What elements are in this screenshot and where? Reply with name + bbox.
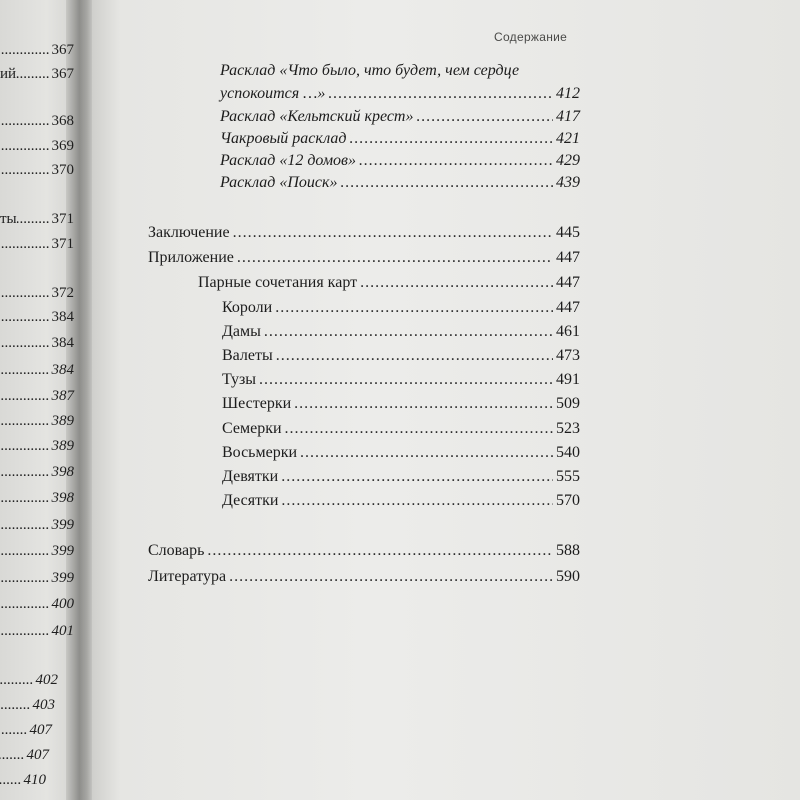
dot-leader	[349, 129, 553, 149]
dot-leader	[207, 541, 553, 561]
toc-page-number: 509	[556, 395, 580, 412]
toc-page-number: 402	[35, 672, 58, 688]
previous-page-toc-row	[0, 138, 74, 155]
toc-page-number: 447	[556, 249, 580, 266]
dot-leader	[416, 107, 553, 127]
previous-page-toc-row	[0, 438, 74, 455]
toc-page-number: 439	[556, 174, 580, 191]
dot-leader	[0, 517, 50, 534]
dot-leader	[0, 490, 50, 507]
toc-page-number: 387	[51, 388, 74, 404]
toc-page-number: 367	[51, 42, 74, 58]
toc-entry-title: Заключение	[148, 224, 230, 241]
dot-leader	[0, 335, 50, 352]
toc-entry	[148, 223, 580, 243]
toc-card-entry	[222, 443, 580, 463]
toc-page-number: 410	[23, 772, 46, 788]
dot-leader	[275, 298, 553, 318]
running-head: Содержание	[494, 30, 568, 44]
previous-page-toc-row	[0, 772, 46, 789]
toc-page-number: 401	[51, 623, 74, 639]
dot-leader	[0, 236, 50, 253]
toc-page-number: 368	[51, 113, 74, 129]
toc-entry-title: успокоится …»	[220, 85, 326, 102]
toc-page-number: 367	[51, 66, 74, 82]
dot-leader	[0, 747, 25, 764]
dot-leader	[0, 672, 34, 689]
dot-leader	[0, 113, 50, 130]
previous-page-toc-row	[0, 362, 74, 379]
toc-page-number: 447	[556, 274, 580, 291]
dot-leader	[237, 248, 553, 268]
dot-leader	[0, 362, 50, 379]
dot-leader	[233, 223, 553, 243]
dot-leader	[359, 151, 553, 171]
toc-page-number: 588	[556, 542, 580, 559]
toc-page-number: 384	[51, 335, 74, 351]
dot-leader	[281, 467, 553, 487]
previous-page-toc-row	[0, 113, 74, 130]
previous-page-toc-row	[0, 66, 74, 83]
toc-page-number: 389	[51, 413, 74, 429]
toc-entry-title: Литература	[148, 568, 227, 585]
toc-page-number: 555	[556, 468, 580, 485]
toc-page-number: 429	[556, 152, 580, 169]
toc-page-number: 461	[556, 323, 580, 340]
toc-page-number: 399	[51, 570, 74, 586]
dot-leader	[17, 211, 50, 228]
toc-page-number: 473	[556, 347, 580, 364]
dot-leader	[0, 388, 50, 405]
previous-page-toc-row	[0, 388, 74, 405]
previous-page-toc-row	[0, 570, 74, 587]
toc-page-number: 400	[51, 596, 74, 612]
dot-leader	[360, 273, 553, 293]
toc-entry	[148, 541, 580, 561]
dot-leader	[264, 322, 553, 342]
previous-page-toc-row	[0, 697, 55, 714]
previous-page-toc-row	[0, 747, 49, 764]
dot-leader	[0, 413, 50, 430]
previous-page-toc-row	[0, 490, 74, 507]
previous-page-toc-row	[0, 517, 74, 534]
dot-leader	[0, 138, 50, 155]
toc-page-number: 407	[26, 747, 49, 763]
toc-page-number: 398	[51, 490, 74, 506]
dot-leader	[259, 370, 553, 390]
toc-entry-italic	[220, 173, 580, 193]
toc-subentry	[198, 273, 580, 293]
previous-page-toc-row	[0, 413, 74, 430]
dot-leader	[340, 173, 553, 193]
toc-page-number: 407	[29, 722, 52, 738]
toc-page-number: 421	[556, 130, 580, 147]
toc-entry-italic	[220, 84, 580, 104]
toc-card-entry	[222, 346, 580, 366]
toc-page-number: 403	[32, 697, 55, 713]
previous-page-toc-row	[0, 722, 52, 739]
toc-card-entry	[222, 370, 580, 390]
previous-page-toc-row	[0, 623, 74, 640]
toc-entry-title-line1: Расклад «Что было, что будет, чем сердце	[220, 62, 520, 79]
toc-entry-title: Дамы	[222, 323, 261, 340]
dot-leader	[294, 394, 553, 414]
previous-page-toc-row	[0, 464, 74, 481]
dot-leader	[0, 438, 50, 455]
toc-page-number: 398	[51, 464, 74, 480]
dot-leader	[0, 722, 28, 739]
toc-entry-title: Восьмерки	[222, 444, 298, 461]
toc-page-number: 590	[556, 568, 580, 585]
dot-leader	[0, 42, 50, 59]
previous-page-fragment: ий	[0, 66, 17, 82]
toc-entry-title: Приложение	[148, 249, 234, 266]
toc-entry-title: Парные сочетания карт	[198, 274, 358, 291]
toc-entry	[148, 567, 580, 587]
toc-page-number: 384	[51, 309, 74, 325]
dot-leader	[0, 697, 31, 714]
toc-page-number: 399	[51, 543, 74, 559]
toc-entry-title: Словарь	[148, 542, 205, 559]
toc-page-number: 540	[556, 444, 580, 461]
dot-leader	[0, 543, 50, 560]
toc-entry-title: Семерки	[222, 420, 282, 437]
previous-page-toc-row	[0, 309, 74, 326]
dot-leader	[300, 443, 553, 463]
toc-entry-italic	[220, 107, 580, 127]
previous-page-fragment: ты	[0, 211, 17, 227]
dot-leader	[0, 464, 50, 481]
toc-page-number: 445	[556, 224, 580, 241]
dot-leader	[0, 309, 50, 326]
dot-leader	[0, 570, 50, 587]
toc-card-entry	[222, 491, 580, 511]
toc-page-number: 369	[51, 138, 74, 154]
dot-leader	[16, 66, 49, 83]
toc-entry-italic	[220, 151, 580, 171]
previous-page-toc-row	[0, 42, 74, 59]
toc-entry-italic	[220, 129, 580, 149]
dot-leader	[0, 772, 22, 789]
toc-entry-title: Десятки	[222, 492, 279, 509]
toc-page-number: 389	[51, 438, 74, 454]
toc-card-entry	[222, 394, 580, 414]
toc-entry-title: Расклад «12 домов»	[220, 152, 356, 169]
toc-page-number: 371	[51, 236, 74, 252]
toc-page-number: 370	[51, 162, 74, 178]
toc-card-entry	[222, 419, 580, 439]
toc-page-number: 384	[51, 362, 74, 378]
toc-page-number: 570	[556, 492, 580, 509]
dot-leader	[276, 346, 553, 366]
dot-leader	[328, 84, 553, 104]
toc-entry-title: Девятки	[222, 468, 279, 485]
toc-entry-title: Валеты	[222, 347, 273, 364]
toc-entry-title: Тузы	[222, 371, 257, 388]
toc-page-number: 412	[556, 85, 580, 102]
previous-page-toc-row	[0, 335, 74, 352]
toc-card-entry	[222, 298, 580, 318]
dot-leader	[0, 623, 50, 640]
previous-page-toc-row	[0, 211, 74, 228]
previous-page-toc-row	[0, 672, 58, 689]
toc-entry-title: Расклад «Поиск»	[220, 174, 338, 191]
toc-entry-title: Короли	[222, 299, 273, 316]
toc-entry-title: Расклад «Кельтский крест»	[220, 108, 414, 125]
previous-page-toc-row	[0, 162, 74, 179]
toc-page-number: 447	[556, 299, 580, 316]
dot-leader	[0, 285, 50, 302]
dot-leader	[229, 567, 553, 587]
toc-page-number: 372	[51, 285, 74, 301]
dot-leader	[0, 162, 50, 179]
toc-page-number: 371	[51, 211, 74, 227]
toc-entry-title: Шестерки	[222, 395, 292, 412]
dot-leader	[0, 596, 50, 613]
toc-page-number: 399	[51, 517, 74, 533]
previous-page-toc-row	[0, 596, 74, 613]
toc-page-number: 523	[556, 420, 580, 437]
previous-page-toc-row	[0, 236, 74, 253]
toc-entry-title: Чакровый расклад	[220, 130, 347, 147]
previous-page-toc-row	[0, 285, 74, 302]
toc-page-number: 417	[556, 108, 580, 125]
previous-page-toc-row	[0, 543, 74, 560]
dot-leader	[285, 419, 553, 439]
toc-entry	[148, 248, 580, 268]
dot-leader	[281, 491, 553, 511]
toc-card-entry	[222, 322, 580, 342]
toc-page-number: 491	[556, 371, 580, 388]
toc-card-entry	[222, 467, 580, 487]
